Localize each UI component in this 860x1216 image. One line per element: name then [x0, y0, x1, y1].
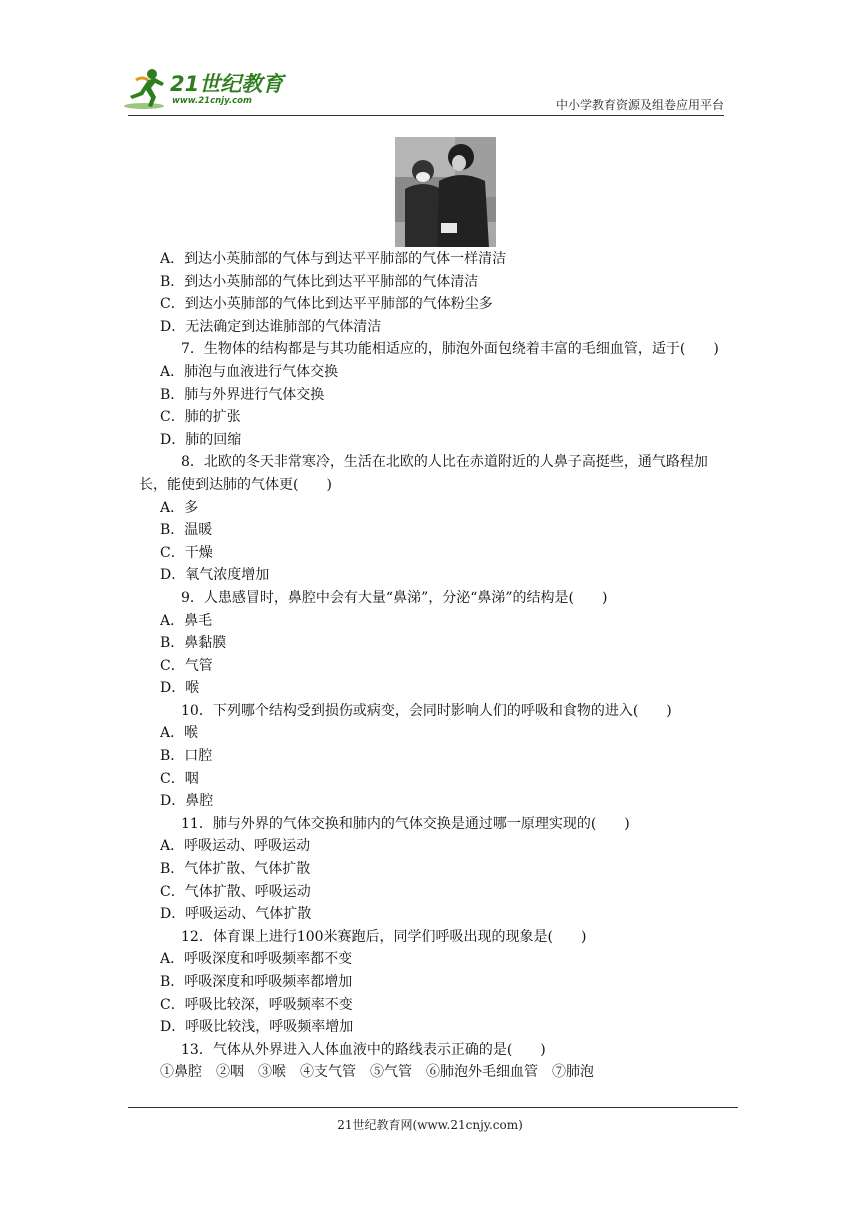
q11-option-a: A．呼吸运动、呼吸运动 [160, 838, 311, 855]
q9-option-a: A．鼻毛 [160, 612, 213, 629]
q12-option-b: B．呼吸深度和呼吸频率都增加 [160, 974, 353, 990]
q11-option-c: C．气体扩散、呼吸运动 [160, 883, 311, 900]
q9-option-b: B．鼻黏膜 [160, 635, 227, 652]
question-content [139, 248, 740, 1084]
platform-title: 中小学教育资源及组卷应用平台 [555, 98, 724, 112]
footer-divider [128, 1107, 738, 1108]
q8-option-c: C．干燥 [160, 544, 213, 561]
question-photo [395, 137, 496, 247]
site-logo [122, 66, 292, 116]
q12-stem: 12．体育课上进行100米赛跑后，同学们呼吸出现的现象是( ) [181, 928, 587, 945]
q6-option-d: D．无法确定到达谁肺部的气体清洁 [160, 318, 382, 335]
logo-url: www.21cnjy.com [172, 96, 252, 106]
q7-option-b: B．肺与外界进行气体交换 [160, 386, 325, 403]
header-divider [128, 115, 724, 116]
q7-stem: 7．生物体的结构都是与其功能相适应的，肺泡外面包绕着丰富的毛细血管，适于( ) [181, 341, 719, 358]
q6-option-a: A．到达小英肺部的气体与到达平平肺部的气体一样清洁 [160, 251, 507, 267]
q9-option-d: D．喉 [160, 680, 200, 697]
runner-logo-icon [122, 66, 170, 112]
q10-option-b: B．口腔 [160, 748, 213, 765]
q8-option-d: D．氧气浓度增加 [160, 567, 270, 584]
q6-option-b: B．到达小英肺部的气体比到达平平肺部的气体清洁 [160, 273, 479, 290]
q11-option-d: D．呼吸运动、气体扩散 [160, 906, 312, 923]
q10-option-a: A．喉 [160, 725, 199, 742]
q9-option-c: C．气管 [160, 657, 213, 674]
q7-option-a: A．肺泡与血液进行气体交换 [160, 363, 339, 380]
q8-stem-line1: 8．北欧的冬天非常寒冷，生活在北欧的人比在赤道附近的人鼻子高挺些，通气路程加 [181, 454, 708, 471]
logo-text: 21世纪教育 [170, 72, 284, 96]
q12-option-c: C．呼吸比较深，呼吸频率不变 [160, 996, 353, 1013]
q8-stem-line2: 长，能使到达肺的气体更( ) [139, 476, 332, 493]
q11-stem: 11．肺与外界的气体交换和肺内的气体交换是通过哪一原理实现的( ) [181, 815, 630, 832]
q6-option-c: C．到达小英肺部的气体比到达平平肺部的气体粉尘多 [160, 296, 493, 313]
q8-option-a: A．多 [160, 499, 199, 516]
q10-option-c: C．咽 [160, 770, 199, 787]
q13-items: ①鼻腔 ②咽 ③喉 ④支气管 ⑤气管 ⑥肺泡外毛细血管 ⑦肺泡 [160, 1064, 594, 1081]
q10-stem: 10．下列哪个结构受到损伤或病变，会同时影响人们的呼吸和食物的进入( ) [181, 702, 672, 719]
q11-option-b: B．气体扩散、气体扩散 [160, 861, 311, 878]
q9-stem: 9．人患感冒时，鼻腔中会有大量“鼻涕”，分泌“鼻涕”的结构是( ) [181, 589, 608, 606]
page-footer: 21世纪教育网(www.21cnjy.com) [337, 1118, 523, 1132]
q12-option-a: A．呼吸深度和呼吸频率都不变 [160, 951, 353, 968]
page-header [0, 0, 860, 120]
q7-option-d: D．肺的回缩 [160, 431, 242, 448]
q7-option-c: C．肺的扩张 [160, 409, 241, 426]
q8-option-b: B．温暖 [160, 522, 213, 539]
photo-image [395, 137, 496, 247]
q10-option-d: D．鼻腔 [160, 793, 214, 810]
q13-stem: 13．气体从外界进入人体血液中的路线表示正确的是( ) [181, 1041, 546, 1058]
q12-option-d: D．呼吸比较浅，呼吸频率增加 [160, 1019, 354, 1036]
